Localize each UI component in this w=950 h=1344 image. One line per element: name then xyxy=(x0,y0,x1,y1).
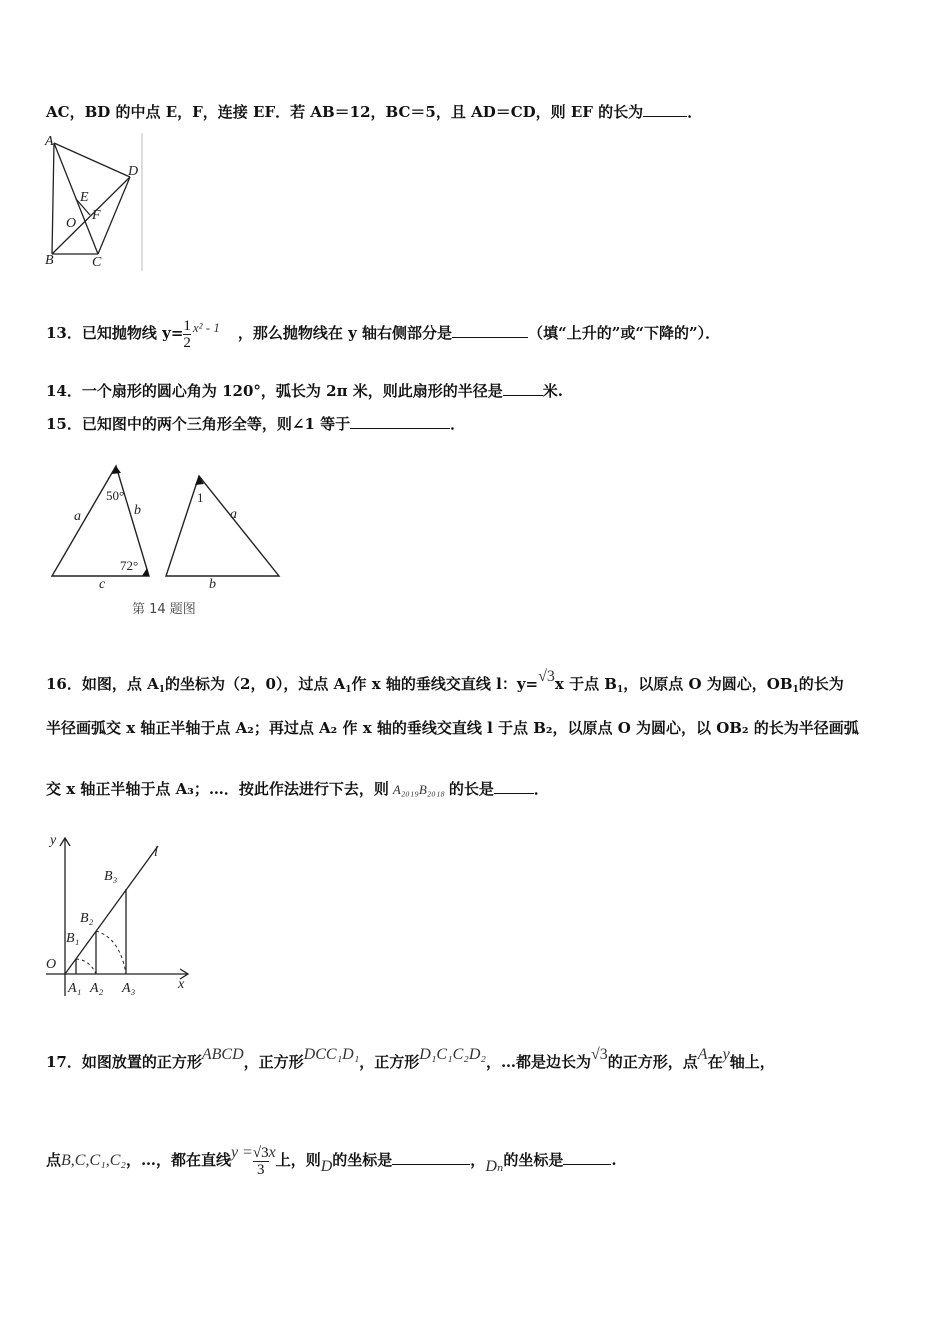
q17-dcc1d1: DCC₁D₁ xyxy=(303,1046,360,1063)
q13-rest: x² - 1 xyxy=(192,320,220,335)
line-l-label: l xyxy=(154,845,158,860)
q12-figure xyxy=(42,133,147,273)
origin-label: O xyxy=(46,957,57,972)
label-F: F xyxy=(92,208,101,223)
q17-b: ，正方形 xyxy=(243,1053,304,1071)
q16-sqrt3: √3 xyxy=(538,668,555,685)
label-C: C xyxy=(92,255,102,270)
label-O: O xyxy=(66,216,77,231)
q17-l2b: ，…，都在直线 xyxy=(125,1151,231,1169)
q17-abcd: ABCD xyxy=(201,1046,244,1063)
q12-blank xyxy=(643,102,687,117)
q17-frac xyxy=(253,1145,269,1178)
q17-frac-num: √3 xyxy=(252,1144,269,1161)
label-A: A xyxy=(45,134,54,149)
label-B: B xyxy=(45,253,54,268)
q16-sub: 1 xyxy=(792,685,799,695)
label-A2: A₂ xyxy=(90,981,104,996)
q13-fraction xyxy=(183,318,191,351)
q16-sub: 1 xyxy=(345,685,352,695)
q15-blank xyxy=(350,414,450,429)
q14-blank xyxy=(503,381,543,396)
q16-sub: 1 xyxy=(158,685,166,695)
q17-eq-x: x xyxy=(268,1144,276,1161)
q17-l2c: 上，则 xyxy=(275,1151,321,1169)
q16-l1c: 作 x 轴的垂线交直线 l：y= xyxy=(351,675,539,693)
q17-c: ，正方形 xyxy=(359,1053,420,1071)
q17-line2 xyxy=(46,1128,617,1178)
tri1-right-angle: 72° xyxy=(120,558,139,573)
q14 xyxy=(46,381,563,401)
q17-g: 轴上， xyxy=(729,1053,775,1071)
q15 xyxy=(46,414,465,434)
q16-sub: 1 xyxy=(616,685,624,695)
q17-l2f: 的坐标是 xyxy=(503,1151,564,1169)
label-B2: B₂ xyxy=(80,911,94,926)
tri1-a: a xyxy=(74,509,81,524)
q17-e: 的正方形，点 xyxy=(607,1053,698,1071)
q17-D: D xyxy=(320,1158,333,1175)
q16-l1b: 的坐标为（2，0），过点 A xyxy=(165,675,346,693)
q17-Dn: Dₙ xyxy=(485,1158,504,1175)
q13-hint: （填“上升的”或“下降的”）． xyxy=(528,324,721,342)
q17-end: . xyxy=(611,1151,617,1169)
tri2-a: a xyxy=(230,507,237,522)
label-B3: B₃ xyxy=(104,869,118,884)
q15-figure xyxy=(44,460,284,590)
tri2-angle-1: 1 xyxy=(197,490,204,505)
tri1-b: b xyxy=(134,503,141,518)
q17-points: B,C,C₁,C₂ xyxy=(61,1152,126,1169)
q17-l2a: 点 xyxy=(46,1151,62,1169)
q12-end: ． xyxy=(687,103,703,121)
label-A1: A₁ xyxy=(68,981,82,996)
q17-l2e: ， xyxy=(470,1151,486,1169)
q16-l3a: 交 x 轴正半轴于点 A₃；…．按此作法进行下去，则 xyxy=(46,780,389,798)
q16-line2: 半径画弧交 x 轴正半轴于点 A₂；再过点 A₂ 作 x 轴的垂线交直线 l 于点 B₂，以原点 O 为圆心，以 OB₂ 的长为半径画弧 xyxy=(46,719,859,737)
q17-line1 xyxy=(46,1040,775,1070)
tri1-c: c xyxy=(99,577,106,590)
label-B1: B₁ xyxy=(66,931,80,946)
q16-l1a: 16．如图，点 A xyxy=(46,675,159,693)
q16-l1e: ，以原点 O 为圆心，OB xyxy=(623,675,793,693)
q13-num: 1 xyxy=(183,317,191,334)
q12-text xyxy=(46,102,702,122)
q16-l1d: x 于点 B xyxy=(554,675,617,693)
q16-line1 xyxy=(46,662,844,695)
q17-y: y xyxy=(722,1046,730,1063)
q17-blank2 xyxy=(563,1150,611,1165)
q17-sqrt3: √3 xyxy=(590,1046,608,1063)
q17-eq-y: y = xyxy=(230,1144,253,1161)
q13-blank xyxy=(452,323,528,338)
q12-text-main: AC，BD 的中点 E，F，连接 EF．若 AB＝12，BC＝5，且 AD＝CD，则 EF 的长为 xyxy=(46,103,644,121)
q16-line3 xyxy=(46,774,549,804)
q15-text: 15．已知图中的两个三角形全等，则∠1 等于 xyxy=(46,415,351,433)
q13 xyxy=(46,300,720,356)
q14-unit: 米. xyxy=(542,382,564,400)
q17-A: A xyxy=(697,1046,708,1063)
q13-suffix: ，那么抛物线在 y 轴右侧部分是 xyxy=(237,324,453,342)
q17-d: ，…都是边长为 xyxy=(485,1053,591,1071)
q16-l1f: 的长为 xyxy=(798,675,844,693)
tri1-top-angle: 50° xyxy=(106,488,125,503)
axis-x-label: x xyxy=(178,977,185,992)
q13-den: 2 xyxy=(183,334,191,351)
q17-a: 17．如图放置的正方形 xyxy=(46,1053,202,1071)
q13-prefix: 13．已知抛物线 y= xyxy=(46,324,184,342)
q14-text: 14．一个扇形的圆心角为 120°，弧长为 2π 米，则此扇形的半径是 xyxy=(46,382,503,400)
label-E: E xyxy=(80,190,89,205)
axis-y-label: y xyxy=(50,833,57,848)
q17-blank1 xyxy=(392,1150,470,1165)
q17-l2d: 的坐标是 xyxy=(332,1151,393,1169)
q15-caption: 第 14 题图 xyxy=(132,602,196,617)
q17-f: 在 xyxy=(707,1053,723,1071)
q17-d1c1c2d2: D₁C₁C₂D₂ xyxy=(419,1046,486,1063)
tri2-b: b xyxy=(209,577,216,590)
q17-frac-den: 3 xyxy=(253,1161,269,1178)
label-A3: A₃ xyxy=(122,981,136,996)
q16-end: ． xyxy=(533,780,549,798)
q15-end: ． xyxy=(450,415,466,433)
q16-figure xyxy=(40,828,200,1000)
label-D: D xyxy=(128,164,139,179)
q16-blank xyxy=(494,779,534,794)
q16-l3b: 的长是 xyxy=(448,780,494,798)
q16-arc: A₂₀₁₉B₂₀₁₈ xyxy=(392,782,445,797)
